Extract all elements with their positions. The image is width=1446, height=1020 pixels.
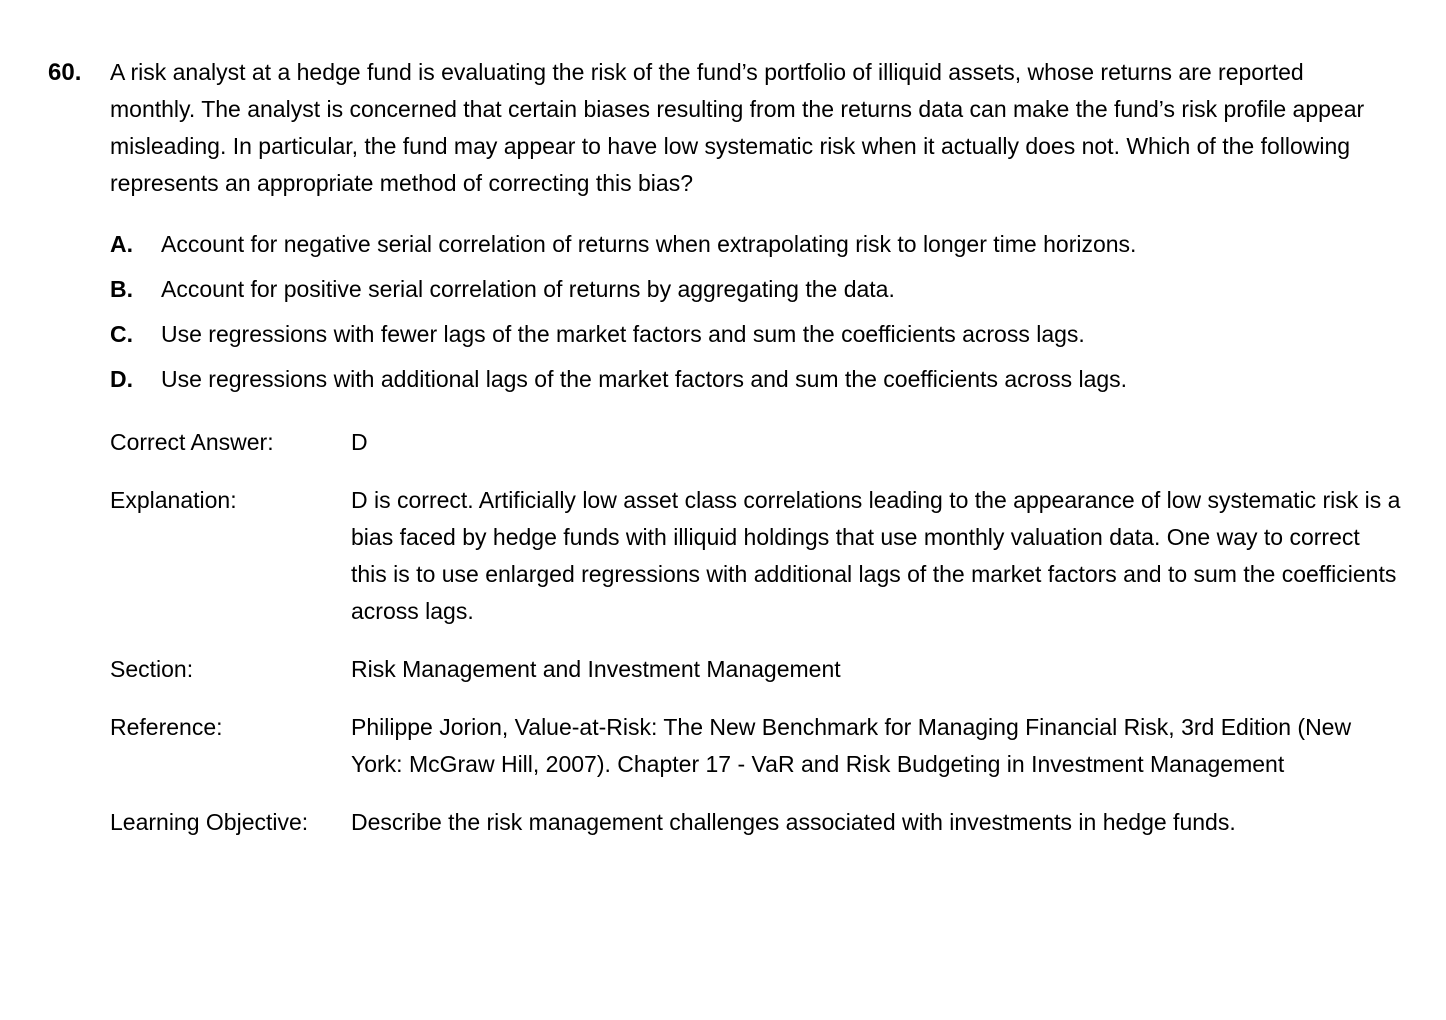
answer-metadata: [110, 424, 1408, 841]
learning-objective-label: Learning Objective:: [110, 809, 309, 835]
option-letter: A.: [110, 231, 133, 257]
section-label: Section:: [110, 656, 194, 682]
option-text: Account for negative serial correlation of returns when extrapolating risk to longer time horizons.: [161, 231, 1137, 257]
option-text: Account for positive serial correlation of returns by aggregating the data.: [161, 276, 895, 302]
correct-answer-row: [110, 424, 1408, 461]
option-b: [110, 267, 1408, 312]
reference-label: Reference:: [110, 714, 223, 740]
reference-row: [110, 709, 1408, 783]
question-number: 60.: [48, 59, 82, 86]
option-letter: C.: [110, 321, 133, 347]
option-d: [110, 357, 1408, 402]
section-value: Risk Management and Investment Management: [351, 656, 841, 682]
question-stem: A risk analyst at a hedge fund is evaluating the risk of the fund’s portfolio of illiquid assets, whose returns are reported monthly. The analyst is concerned that certain biases resulting from the returns data can make the fund’s risk profile appear misleading. In particular, the fund may appear to have low systematic risk when it actually does not. Which of the following represents an appropriate method of correcting this bias?: [110, 59, 1365, 196]
option-letter: D.: [110, 366, 133, 392]
option-text: Use regressions with fewer lags of the market factors and sum the coefficients across lags.: [161, 321, 1085, 347]
section-row: [110, 651, 1408, 688]
explanation-row: [110, 482, 1408, 630]
learning-objective-row: [110, 804, 1408, 841]
option-letter: B.: [110, 276, 133, 302]
explanation-label: Explanation:: [110, 487, 237, 513]
correct-answer-value: D: [351, 429, 368, 455]
question-block: [48, 54, 1408, 862]
option-a: [110, 222, 1408, 267]
correct-answer-label: Correct Answer:: [110, 429, 274, 455]
learning-objective-value: Describe the risk management challenges associated with investments in hedge funds.: [351, 809, 1236, 835]
answer-options: [110, 222, 1408, 402]
explanation-text: D is correct. Artificially low asset class correlations leading to the appearance of low systematic risk is a bias faced by hedge funds with illiquid holdings that use monthly valuation data. One way to correct this is to use enlarged regressions with additional lags of the market factors and to sum the coefficients across lags.: [351, 487, 1401, 624]
option-text: Use regressions with additional lags of the market factors and sum the coefficients across lags.: [161, 366, 1128, 392]
reference-value: Philippe Jorion, Value-at-Risk: The New Benchmark for Managing Financial Risk, 3rd Edition (New York: McGraw Hill, 2007). Chapter 17 - VaR and Risk Budgeting in Investment Management: [351, 714, 1352, 777]
option-c: [110, 312, 1408, 357]
